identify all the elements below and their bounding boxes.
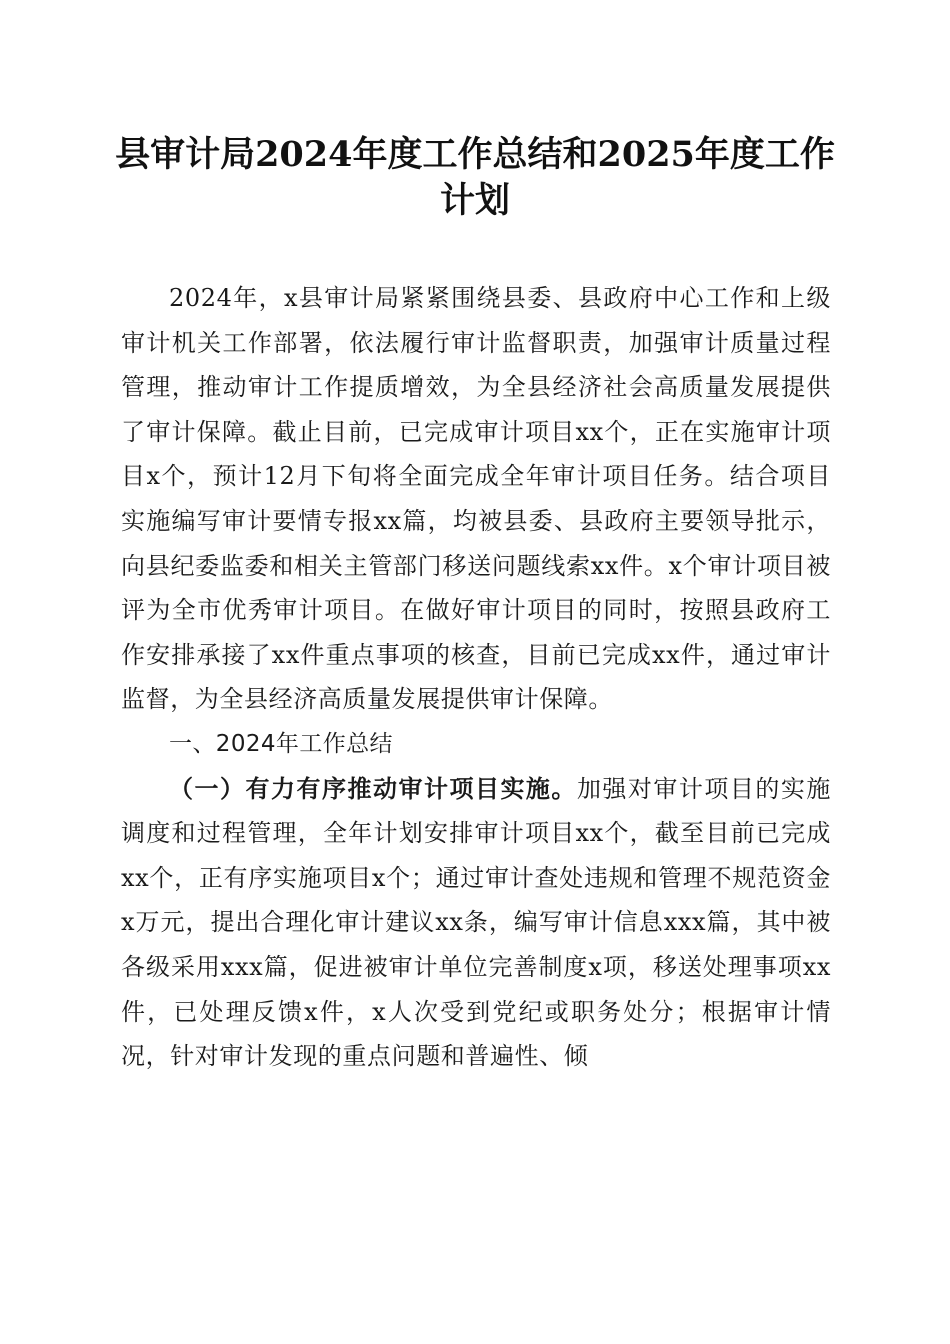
document-title (110, 132, 840, 224)
subsection-text-1: 加强对审计项目的实施调度和过程管理，全年计划安排审计项目xx个，截至目前已完成xx个，正有序实施项目x个；通过审计查处违规和管理不规范资金x万元，提出合理化审计建议xx条，编写审计信息xxx篇，其中被各级采用xxx篇，促进被审计单位完善制度x项，移送处理事项xx件，已处理反馈x件，x人次受到党纪或职务处分；根据审计情况，针对审计发现的重点问题和普遍性、倾 (121, 774, 831, 1071)
subsection-paragraph-1 (121, 767, 831, 1079)
subsection-lead-1: （一）有力有序推动审计项目实施。 (169, 773, 577, 803)
document-body (121, 276, 831, 1079)
section-heading-1: 一、2024年工作总结 (169, 730, 393, 757)
title-line-1: 县审计局2024年度工作总结和2025年度工作 (115, 134, 835, 175)
intro-paragraph: 2024年，x县审计局紧紧围绕县委、县政府中心工作和上级审计机关工作部署，依法履行审计监督职责，加强审计质量过程管理，推动审计工作提质增效，为全县经济社会高质量发展提供了审计保障。截止目前，已完成审计项目xx个，正在实施审计项目x个，预计12月下旬将全面完成全年审计项目任务。结合项目实施编写审计要情专报xx篇，均被县委、县政府主要领导批示，向县纪委监委和相关主管部门移送问题线索xx件。x个审计项目被评为全市优秀审计项目。在做好审计项目的同时，按照县政府工作安排承接了xx件重点事项的核查，目前已完成xx件，通过审计监督，为全县经济高质量发展提供审计保障。 (121, 284, 831, 714)
title-line-2: 计划 (439, 180, 510, 221)
